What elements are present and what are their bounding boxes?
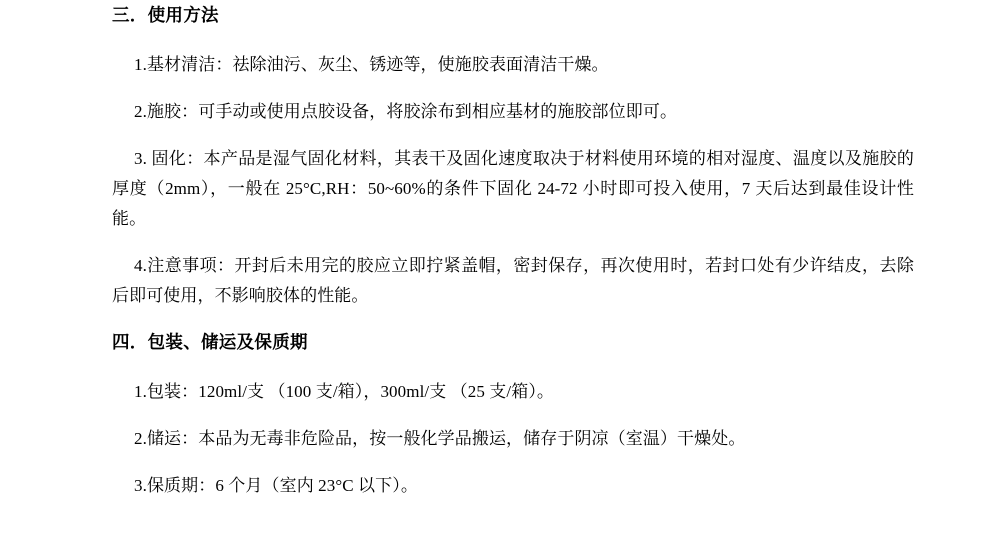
section-heading-usage: 三．使用方法 xyxy=(112,5,219,25)
usage-step-3: 3. 固化：本产品是湿气固化材料，其表干及固化速度取决于材料使用环境的相对湿度、温度以及施胶的厚度（2mm），一般在 25°C,RH：50~60%的条件下固化 24-72 小时即可投入使用，7 天后达到最佳设计性能。 xyxy=(112,149,914,228)
spacer xyxy=(112,28,914,50)
spacer xyxy=(112,234,914,251)
usage-step-2: 2.施胶：可手动或使用点胶设备，将胶涂布到相应基材的施胶部位即可。 xyxy=(134,102,678,121)
spacer xyxy=(112,355,914,377)
usage-step-4: 4.注意事项：开封后未用完的胶应立即拧紧盖帽，密封保存，再次使用时，若封口处有少许结皮，去除后即可使用，不影响胶体的性能。 xyxy=(112,256,914,305)
spacer xyxy=(112,407,914,424)
spacer xyxy=(112,127,914,144)
packaging-item-3: 3.保质期：6 个月（室内 23°C 以下）。 xyxy=(134,476,418,495)
spacer xyxy=(112,80,914,97)
spacer xyxy=(112,454,914,471)
usage-step-1: 1.基材清洁：祛除油污、灰尘、锈迹等，使施胶表面清洁干燥。 xyxy=(134,55,609,74)
packaging-item-1: 1.包装：120ml/支 （100 支/箱），300ml/支 （25 支/箱）。 xyxy=(134,382,555,401)
section-heading-packaging: 四．包装、储运及保质期 xyxy=(112,332,308,352)
packaging-item-2: 2.储运：本品为无毒非危险品，按一般化学品搬运，储存于阴凉（室温）干燥处。 xyxy=(134,429,746,448)
